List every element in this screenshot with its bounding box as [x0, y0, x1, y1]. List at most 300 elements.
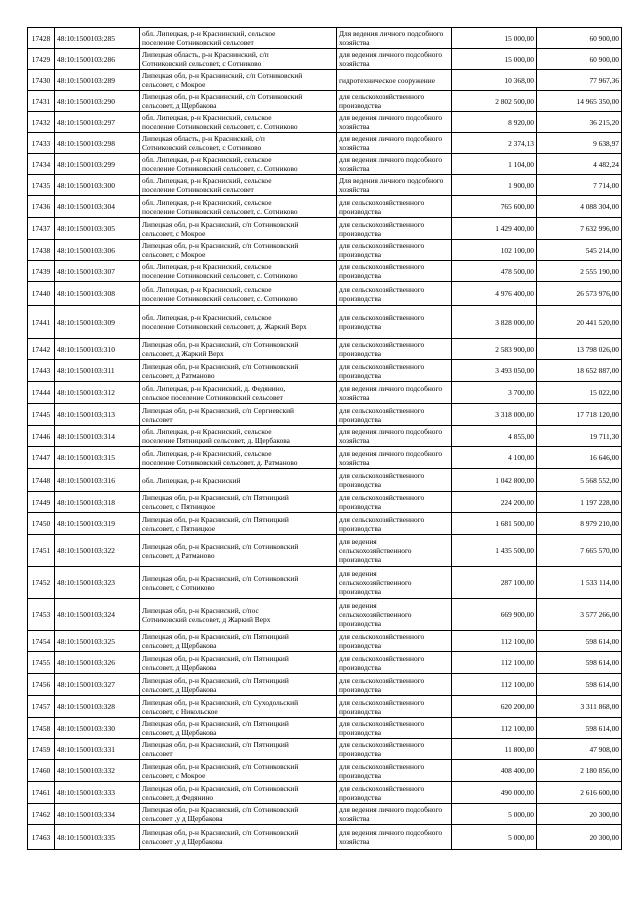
cadastral-value-cell: 5 568 552,00	[537, 469, 622, 492]
cadastral-value-cell: 2 555 190,00	[537, 261, 622, 282]
land-use-cell-line: для ведения личного подсобного	[339, 805, 443, 814]
cadastral-number-cell: 48:10:1500103:309	[55, 306, 140, 339]
location-cell	[140, 339, 337, 360]
cadastral-value-cell: 47 908,00	[537, 739, 622, 760]
table-row	[28, 674, 622, 696]
location-cell-line: поселение Сотниковский сельсовет, с. Сотниково	[142, 293, 298, 303]
land-use-cell	[337, 133, 452, 154]
row-number-cell: 17458	[28, 718, 55, 739]
row-number-cell: 17437	[28, 218, 55, 240]
land-use-cell-line: производства	[339, 706, 382, 716]
cadastral-number-cell: 48:10:1500103:326	[55, 652, 140, 674]
cadastral-value-cell: 2 180 856,00	[537, 760, 622, 782]
land-use-cell-line: для сельскохозяйственного	[339, 313, 425, 322]
location-cell-line: Липецкая обл, р-н Красниский, с/п Сотниковский	[142, 361, 299, 371]
cadastral-number-cell: 48:10:1500103:315	[55, 447, 140, 469]
cadastral-number-cell: 48:10:1500103:300	[55, 175, 140, 196]
land-use-cell-line: для сельскохозяйственного	[339, 653, 425, 663]
cadastral-number-cell: 48:10:1500103:316	[55, 469, 140, 492]
area-cell: 112 100,00	[452, 652, 537, 674]
location-cell-line: Липецкая обл, р-н Красниский, с/п Пятницкий	[142, 719, 289, 728]
land-use-cell-line: для сельскохозяйственного	[339, 471, 425, 480]
land-use-cell-line: для ведения личного подсобного	[339, 448, 443, 458]
cadastral-value-cell: 14 965 350,00	[537, 91, 622, 112]
land-use-cell-line: хозяйства	[339, 185, 370, 194]
table-row	[28, 382, 622, 404]
cadastral-value-cell: 598 614,00	[537, 718, 622, 739]
land-use-cell	[337, 306, 452, 339]
land-use-cell	[337, 70, 452, 91]
land-use-cell	[337, 447, 452, 469]
land-use-cell-line: для сельскохозяйственного	[339, 493, 425, 502]
row-number-cell: 17441	[28, 306, 55, 339]
land-use-cell-line: для сельскохозяйственного	[339, 740, 425, 749]
cadastral-number-cell: 48:10:1500103:297	[55, 112, 140, 133]
location-cell-line: сельсовет ,у д Щербакова	[142, 814, 223, 823]
area-cell: 2 583 900,00	[452, 339, 537, 360]
land-use-cell	[337, 804, 452, 825]
table-row	[28, 426, 622, 447]
area-cell: 1 681 500,00	[452, 513, 537, 535]
location-cell	[140, 567, 337, 599]
row-number-cell: 17459	[28, 739, 55, 760]
cadastral-value-cell: 19 711,30	[537, 426, 622, 447]
table-row	[28, 513, 622, 535]
cadastral-value-cell: 18 652 887,00	[537, 360, 622, 382]
area-cell: 15 000,00	[452, 28, 537, 49]
cadastral-value-cell: 598 614,00	[537, 652, 622, 674]
location-cell	[140, 112, 337, 133]
land-use-cell-line: для сельскохозяйственного	[339, 241, 425, 250]
location-cell-line: Липецкая обл, р-н Красниский, с/п Пятницкий	[142, 632, 289, 641]
location-cell	[140, 426, 337, 447]
area-cell: 102 100,00	[452, 240, 537, 261]
location-cell-line: Липецкая обл, р-н Красниский, с/пос	[142, 605, 259, 615]
cadastral-value-cell: 8 979 210,00	[537, 513, 622, 535]
cadastral-number-cell: 48:10:1500103:314	[55, 426, 140, 447]
row-number-cell: 17433	[28, 133, 55, 154]
cadastral-number-cell: 48:10:1500103:313	[55, 404, 140, 426]
cadastral-number-cell: 48:10:1500103:307	[55, 261, 140, 282]
cadastral-number-cell: 48:10:1500103:305	[55, 218, 140, 240]
land-use-cell-line: хозяйства	[339, 392, 370, 402]
location-cell-line: Сотниковский сельсовет, д Жаркий Верх	[142, 614, 271, 624]
land-parcel-table	[27, 27, 622, 850]
cadastral-value-cell: 7 665 570,00	[537, 535, 622, 567]
land-use-cell-line: для ведения	[339, 601, 377, 610]
cadastral-value-cell: 2 616 600,00	[537, 782, 622, 804]
row-number-cell: 17452	[28, 567, 55, 599]
row-number-cell: 17455	[28, 652, 55, 674]
area-cell: 11 800,00	[452, 739, 537, 760]
table-row	[28, 535, 622, 567]
area-cell: 3 318 000,00	[452, 404, 537, 426]
cadastral-value-cell: 36 215,20	[537, 112, 622, 133]
table-row	[28, 696, 622, 718]
location-cell-line: обл. Липецкая, р-н Красниский, сельское	[142, 284, 272, 294]
location-cell-line: сельсовет, д Ратманово	[142, 550, 215, 560]
row-number-cell: 17445	[28, 404, 55, 426]
location-cell	[140, 825, 337, 850]
area-cell: 5 000,00	[452, 804, 537, 825]
land-use-cell-line: для сельскохозяйственного	[339, 697, 425, 707]
location-cell-line: Липецкая обл, р-н Красниский, с/п Сотниковский	[142, 340, 299, 349]
land-use-cell-line: производства	[339, 414, 382, 424]
land-use-cell-line: для сельскохозяйственного	[339, 761, 425, 771]
location-cell-line: Липецкая обл, р-н Краснинский, с/п Сотниковский	[142, 71, 303, 80]
location-cell-line: поселение Пятницкий сельсовет, д. Щербакова	[142, 436, 290, 445]
location-cell-line: сельсовет, с Мокрое	[142, 250, 206, 259]
land-use-cell	[337, 567, 452, 599]
land-use-cell-line: производства	[339, 322, 382, 331]
row-number-cell: 17461	[28, 782, 55, 804]
location-cell	[140, 599, 337, 631]
cadastral-value-cell: 7 714,00	[537, 175, 622, 196]
table-row	[28, 599, 622, 631]
location-cell	[140, 28, 337, 49]
cadastral-number-cell: 48:10:1500103:324	[55, 599, 140, 631]
cadastral-number-cell: 48:10:1500103:327	[55, 674, 140, 696]
location-cell-line: Липецкая обл, р-н Красниский, с/п Пятницкий	[142, 653, 289, 663]
area-cell: 3 493 050,00	[452, 360, 537, 382]
cadastral-value-cell: 20 441 520,00	[537, 306, 622, 339]
table-row	[28, 739, 622, 760]
area-cell: 478 500,00	[452, 261, 537, 282]
location-cell-line: обл. Липецкая, р-н Красниский, сельское	[142, 155, 272, 164]
location-cell	[140, 133, 337, 154]
location-cell-line: Липецкая область, р-н Красниский, с/п	[142, 134, 265, 143]
table-row	[28, 469, 622, 492]
area-cell: 5 000,00	[452, 825, 537, 850]
land-use-cell	[337, 696, 452, 718]
table-row	[28, 240, 622, 261]
table-row	[28, 339, 622, 360]
location-cell-line: поселение Сотниковский сельсовет, с. Сотниково	[142, 122, 298, 131]
location-cell	[140, 218, 337, 240]
land-use-cell-line: производства	[339, 587, 382, 596]
row-number-cell: 17435	[28, 175, 55, 196]
location-cell-line: Липецкая обл, р-н Краснинский, с/п Сотниковский	[142, 92, 303, 101]
location-cell-line: сельсовет, д Федянино	[142, 792, 214, 802]
location-cell-line: Липецкая обл, р-н Красниский, с/п Сотниковский	[142, 541, 299, 551]
location-cell-line: обл. Липецкая, р-н Красниский	[142, 475, 241, 485]
cadastral-number-cell: 48:10:1500103:285	[55, 28, 140, 49]
land-use-cell-line: производства	[339, 619, 382, 628]
location-cell-line: обл. Липецкая, р-н Красниский, сельское	[142, 313, 272, 322]
location-cell	[140, 760, 337, 782]
land-use-cell-line: хозяйства	[339, 457, 370, 467]
land-use-cell	[337, 91, 452, 112]
row-number-cell: 17444	[28, 382, 55, 404]
cadastral-number-cell: 48:10:1500103:319	[55, 513, 140, 535]
land-use-cell-line: хозяйства	[339, 164, 370, 173]
table-body	[28, 28, 622, 850]
location-cell-line: обл. Липецкая, р-н Краснинский, сельское	[142, 29, 276, 38]
land-use-cell	[337, 760, 452, 782]
row-number-cell: 17443	[28, 360, 55, 382]
land-use-cell	[337, 404, 452, 426]
land-use-cell	[337, 49, 452, 70]
location-cell-line: поселение Сотниковский сельсовет, с. Сотниково	[142, 206, 298, 216]
cadastral-number-cell: 48:10:1500103:333	[55, 782, 140, 804]
location-cell-line: Липецкая обл, р-н Красниский, с/п Пятницкий	[142, 493, 289, 502]
land-use-cell-line: для сельскохозяйственного	[339, 361, 425, 371]
land-use-cell	[337, 196, 452, 218]
row-number-cell: 17429	[28, 49, 55, 70]
area-cell: 2 802 500,00	[452, 91, 537, 112]
land-use-cell-line: для ведения личного подсобного	[339, 828, 443, 837]
row-number-cell: 17454	[28, 631, 55, 652]
row-number-cell: 17453	[28, 599, 55, 631]
row-number-cell: 17432	[28, 112, 55, 133]
land-use-cell	[337, 282, 452, 306]
area-cell: 4 100,00	[452, 447, 537, 469]
location-cell-line: Липецкая обл, р-н Красниский, с/п Сергиевский	[142, 405, 294, 415]
row-number-cell: 17462	[28, 804, 55, 825]
cadastral-number-cell: 48:10:1500103:311	[55, 360, 140, 382]
location-cell	[140, 447, 337, 469]
row-number-cell: 17442	[28, 339, 55, 360]
area-cell: 620 200,00	[452, 696, 537, 718]
location-cell-line: Сотниковский сельсовет, с Сотниково	[142, 59, 262, 68]
table-row	[28, 175, 622, 196]
location-cell-line: сельсовет ,у д Щербакова	[142, 837, 223, 846]
land-use-cell-line: для ведения личного подсобного	[339, 50, 443, 59]
land-use-cell	[337, 825, 452, 850]
table-row	[28, 652, 622, 674]
area-cell: 3 700,00	[452, 382, 537, 404]
area-cell: 2 374,13	[452, 133, 537, 154]
table-row	[28, 218, 622, 240]
location-cell-line: обл. Липецкая, р-н Красниский, сельское	[142, 448, 272, 458]
location-cell-line: сельсовет, д Жаркий Верх	[142, 349, 224, 358]
location-cell-line: сельсовет	[142, 414, 173, 424]
land-use-cell	[337, 599, 452, 631]
cadastral-value-cell: 16 646,00	[537, 447, 622, 469]
location-cell-line: Липецкая обл, р-н Красниский, с/п Пятницкий	[142, 675, 289, 685]
location-cell-line: поселение Сотниковский сельсовет, д. Жаркий Верх	[142, 322, 307, 331]
land-use-cell-line: для сельскохозяйственного	[339, 219, 425, 229]
land-use-cell-line: производства	[339, 480, 382, 489]
land-use-cell-line: производства	[339, 349, 382, 358]
table-row	[28, 49, 622, 70]
land-use-cell-line: для ведения личного подсобного	[339, 427, 443, 436]
land-use-cell	[337, 652, 452, 674]
land-use-cell-line: производства	[339, 370, 382, 380]
row-number-cell: 17449	[28, 492, 55, 513]
area-cell: 408 400,00	[452, 760, 537, 782]
location-cell-line: обл. Липецкая, р-н Красниский, сельское	[142, 197, 272, 207]
land-use-cell-line: производства	[339, 749, 382, 758]
location-cell-line: сельское поселение Сотниковский сельсовет	[142, 392, 283, 402]
cadastral-value-cell: 598 614,00	[537, 631, 622, 652]
row-number-cell: 17428	[28, 28, 55, 49]
location-cell-line: поселение Сотниковский сельсовет, д. Ратманово	[142, 457, 298, 467]
cadastral-number-cell: 48:10:1500103:308	[55, 282, 140, 306]
table-row	[28, 133, 622, 154]
location-cell-line: сельсовет, д Щербакова	[142, 101, 217, 110]
land-use-cell-line: производства	[339, 555, 382, 564]
table-row	[28, 28, 622, 49]
land-use-cell	[337, 718, 452, 739]
row-number-cell: 17447	[28, 447, 55, 469]
location-cell-line: Липецкая обл, р-н Красниский, с/п Сотниковский	[142, 761, 299, 771]
land-use-cell-line: производства	[339, 770, 382, 780]
area-cell: 10 368,00	[452, 70, 537, 91]
cadastral-number-cell: 48:10:1500103:289	[55, 70, 140, 91]
location-cell-line: обл. Липецкая, р-н Красниский, сельское	[142, 176, 272, 185]
land-use-cell	[337, 535, 452, 567]
land-use-cell-line: для сельскохозяйственного	[339, 262, 425, 271]
land-use-cell-line: производства	[339, 523, 382, 533]
land-use-cell-line: производства	[339, 641, 382, 650]
land-use-cell-line: производства	[339, 293, 382, 303]
area-cell: 1 429 400,00	[452, 218, 537, 240]
land-use-cell-line: для сельскохозяйственного	[339, 92, 425, 101]
location-cell	[140, 513, 337, 535]
location-cell-line: Липецкая обл, р-н Красниский, с/п Пятницкий	[142, 514, 289, 524]
land-use-cell	[337, 513, 452, 535]
location-cell-line: Липецкая обл, р-н Красниский, с/п Сотниковский	[142, 828, 299, 837]
location-cell-line: Липецкая обл, р-н Красниский, с/п Сотниковский	[142, 573, 299, 583]
table-row	[28, 567, 622, 599]
land-use-cell	[337, 261, 452, 282]
land-use-cell-line: производства	[339, 662, 382, 672]
row-number-cell: 17457	[28, 696, 55, 718]
cadastral-number-cell: 48:10:1500103:299	[55, 154, 140, 175]
land-use-cell-line: хозяйства	[339, 122, 370, 131]
location-cell-line: сельсовет, с Никольское	[142, 706, 218, 716]
land-use-cell-line: для ведения личного подсобного	[339, 134, 443, 143]
land-use-cell-line: для ведения	[339, 569, 377, 578]
location-cell	[140, 469, 337, 492]
location-cell-line: сельсовет, с Мокрое	[142, 80, 206, 89]
location-cell	[140, 804, 337, 825]
cadastral-value-cell: 545 214,00	[537, 240, 622, 261]
cadastral-value-cell: 13 798 026,00	[537, 339, 622, 360]
location-cell	[140, 492, 337, 513]
land-use-cell-line: для ведения личного подсобного	[339, 155, 443, 164]
row-number-cell: 17430	[28, 70, 55, 91]
land-use-cell-line: для ведения	[339, 537, 377, 546]
land-use-cell-line: хозяйства	[339, 837, 370, 846]
location-cell	[140, 196, 337, 218]
table-row	[28, 804, 622, 825]
land-use-cell-line: для сельскохозяйственного	[339, 284, 425, 294]
land-use-cell-line: для ведения личного подсобного	[339, 383, 443, 393]
table-row	[28, 447, 622, 469]
cadastral-number-cell: 48:10:1500103:335	[55, 825, 140, 850]
land-use-cell-line: для сельскохозяйственного	[339, 783, 425, 793]
table-row	[28, 825, 622, 850]
row-number-cell: 17438	[28, 240, 55, 261]
table-row	[28, 760, 622, 782]
location-cell-line: обл. Липецкая, р-н Красниский, сельское	[142, 427, 272, 436]
land-use-cell-line: для сельскохозяйственного	[339, 675, 425, 685]
land-use-cell-line: Для ведения личного подсобного	[339, 29, 444, 38]
cadastral-value-cell: 15 022,00	[537, 382, 622, 404]
location-cell	[140, 382, 337, 404]
location-cell	[140, 739, 337, 760]
cadastral-number-cell: 48:10:1500103:312	[55, 382, 140, 404]
row-number-cell: 17450	[28, 513, 55, 535]
land-use-cell-line: для ведения личного подсобного	[339, 113, 443, 122]
row-number-cell: 17431	[28, 91, 55, 112]
cadastral-value-cell: 1 197 228,00	[537, 492, 622, 513]
location-cell-line: сельсовет, с Пятницкое	[142, 523, 216, 533]
table-row	[28, 718, 622, 739]
table-row	[28, 196, 622, 218]
location-cell-line: сельсовет, с Мокрое	[142, 228, 206, 238]
location-cell-line: Липецкая обл, р-н Красниский, с/п Сотниковский	[142, 783, 299, 793]
land-use-cell-line: производства	[339, 728, 382, 737]
land-use-cell-line: производства	[339, 792, 382, 802]
row-number-cell: 17434	[28, 154, 55, 175]
land-use-cell-line: для сельскохозяйственного	[339, 340, 425, 349]
cadastral-number-cell: 48:10:1500103:330	[55, 718, 140, 739]
area-cell: 1 104,00	[452, 154, 537, 175]
cadastral-number-cell: 48:10:1500103:290	[55, 91, 140, 112]
location-cell-line: поселение Сотниковский сельсовет	[142, 185, 254, 194]
area-cell: 4 855,00	[452, 426, 537, 447]
cadastral-number-cell: 48:10:1500103:286	[55, 49, 140, 70]
location-cell	[140, 404, 337, 426]
location-cell	[140, 696, 337, 718]
land-use-cell-line: хозяйства	[339, 38, 370, 47]
location-cell-line: обл. Липецкая, р-н Красниский, д. Федянино,	[142, 383, 286, 393]
location-cell	[140, 282, 337, 306]
area-cell: 287 100,00	[452, 567, 537, 599]
table-row	[28, 404, 622, 426]
land-use-cell	[337, 240, 452, 261]
location-cell	[140, 154, 337, 175]
location-cell	[140, 261, 337, 282]
cadastral-number-cell: 48:10:1500103:322	[55, 535, 140, 567]
cadastral-value-cell: 60 900,00	[537, 49, 622, 70]
location-cell-line: Липецкая обл, р-н Красниский, с/п Сотниковский	[142, 805, 299, 814]
cadastral-number-cell: 48:10:1500103:318	[55, 492, 140, 513]
land-use-cell-line: производства	[339, 228, 382, 238]
area-cell: 8 920,00	[452, 112, 537, 133]
land-use-cell	[337, 382, 452, 404]
land-use-cell-line: для сельскохозяйственного	[339, 405, 425, 415]
table-row	[28, 261, 622, 282]
land-use-cell	[337, 339, 452, 360]
land-use-cell	[337, 631, 452, 652]
location-cell	[140, 240, 337, 261]
location-cell-line: сельсовет, д Щербакова	[142, 728, 217, 737]
land-use-cell	[337, 674, 452, 696]
row-number-cell: 17448	[28, 469, 55, 492]
cadastral-value-cell: 7 632 996,00	[537, 218, 622, 240]
land-use-cell	[337, 782, 452, 804]
land-use-cell-line: производства	[339, 271, 382, 280]
location-cell-line: Липецкая обл, р-н Красниский, с/п Суходольский	[142, 697, 299, 707]
land-use-cell-line: производства	[339, 206, 382, 216]
cadastral-value-cell: 3 311 868,00	[537, 696, 622, 718]
location-cell	[140, 631, 337, 652]
cadastral-value-cell: 20 300,00	[537, 804, 622, 825]
land-use-cell-line: для сельскохозяйственного	[339, 632, 425, 641]
land-use-cell-line: хозяйства	[339, 143, 370, 152]
location-cell	[140, 70, 337, 91]
cadastral-number-cell: 48:10:1500103:306	[55, 240, 140, 261]
cadastral-number-cell: 48:10:1500103:298	[55, 133, 140, 154]
land-use-cell	[337, 218, 452, 240]
cadastral-number-cell: 48:10:1500103:325	[55, 631, 140, 652]
land-use-cell-line: сельскохозяйственного	[339, 546, 412, 555]
area-cell: 765 600,00	[452, 196, 537, 218]
